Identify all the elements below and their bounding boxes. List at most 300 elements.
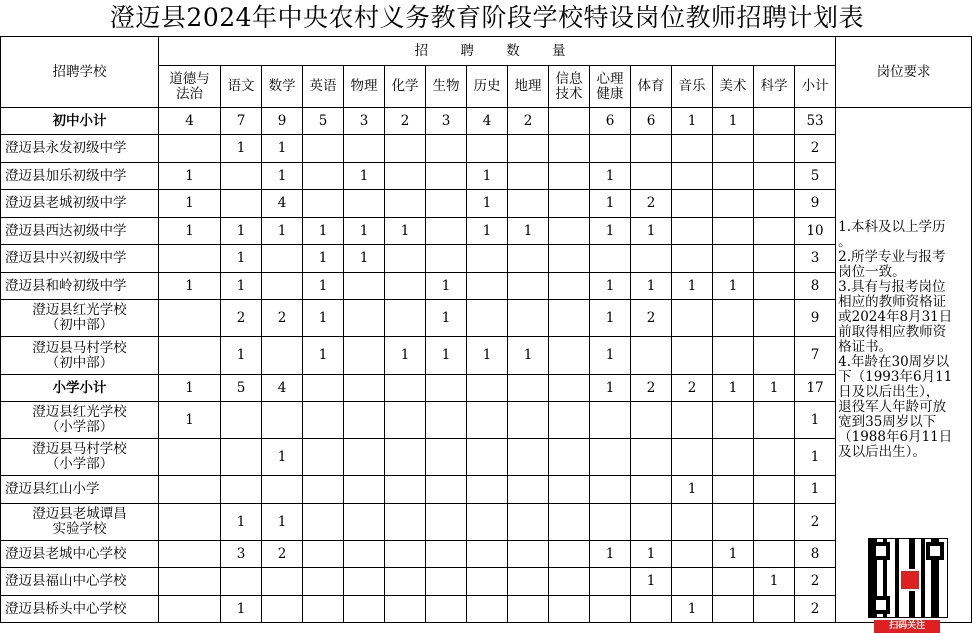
header-subject: 道德与 法治 — [159, 66, 221, 108]
table-row — [1, 568, 972, 596]
count-cell: 2 — [672, 375, 713, 402]
count-cell: 2 — [631, 300, 672, 337]
count-cell — [262, 568, 303, 596]
count-cell: 1 — [672, 596, 713, 623]
count-cell: 1 — [262, 504, 303, 541]
count-cell: 1 — [159, 218, 221, 245]
count-cell: 1 — [159, 402, 221, 439]
requirement-line: 2.所学专业与报考 — [838, 249, 946, 265]
count-cell: 1 — [590, 218, 631, 245]
header-subject: 生物 — [426, 66, 467, 108]
requirement-line: 相应的教师资格证 — [838, 294, 947, 310]
school-name: 初中小计 — [1, 108, 159, 135]
requirement-line: 格证书。 — [838, 339, 893, 355]
count-cell — [631, 163, 672, 190]
count-cell — [426, 541, 467, 568]
count-cell: 1 — [221, 135, 262, 163]
count-cell — [159, 245, 221, 273]
requirement-line: 下（1993年6月11 — [838, 369, 953, 385]
count-cell — [672, 163, 713, 190]
table-row — [1, 163, 972, 190]
count-cell: 4 — [467, 108, 508, 135]
count-cell — [672, 245, 713, 273]
count-cell: 1 — [159, 190, 221, 218]
count-cell: 1 — [508, 337, 549, 375]
count-cell: 10 — [795, 218, 836, 245]
count-cell — [549, 190, 590, 218]
count-cell: 3 — [795, 245, 836, 273]
count-cell — [385, 300, 426, 337]
count-cell: 1 — [590, 541, 631, 568]
requirement-line: 1.本科及以上学历 — [838, 219, 946, 235]
count-cell: 1 — [631, 541, 672, 568]
count-cell — [303, 135, 344, 163]
count-cell — [262, 273, 303, 300]
count-cell — [159, 541, 221, 568]
recruitment-plan-table — [0, 36, 972, 631]
school-name: 澄迈县红光学校 （小学部） — [1, 402, 159, 439]
school-name: 澄迈县桥头中心学校 — [1, 596, 159, 623]
count-cell: 1 — [467, 163, 508, 190]
count-cell: 1 — [795, 402, 836, 439]
count-cell — [344, 504, 385, 541]
count-cell — [508, 596, 549, 623]
count-cell — [631, 439, 672, 476]
count-cell — [549, 476, 590, 504]
count-cell: 2 — [795, 504, 836, 541]
count-cell — [467, 402, 508, 439]
count-cell — [426, 245, 467, 273]
count-cell: 4 — [262, 375, 303, 402]
count-cell — [754, 163, 795, 190]
school-name: 澄迈县红山小学 — [1, 476, 159, 504]
count-cell — [713, 218, 754, 245]
count-cell: 1 — [344, 218, 385, 245]
count-cell — [549, 245, 590, 273]
requirement-line: 宽到35周岁以下 — [838, 414, 937, 430]
count-cell — [754, 218, 795, 245]
count-cell: 9 — [795, 300, 836, 337]
count-cell — [631, 476, 672, 504]
count-cell: 1 — [262, 163, 303, 190]
requirement-line: 岗位一致。 — [838, 264, 906, 280]
count-cell — [385, 504, 426, 541]
count-cell: 2 — [631, 190, 672, 218]
count-cell: 1 — [590, 337, 631, 375]
count-cell — [303, 504, 344, 541]
table-row — [1, 300, 972, 337]
count-cell — [672, 439, 713, 476]
count-cell — [344, 135, 385, 163]
count-cell — [754, 135, 795, 163]
count-cell — [713, 337, 754, 375]
count-cell: 53 — [795, 108, 836, 135]
count-cell — [754, 596, 795, 623]
count-cell — [754, 300, 795, 337]
school-name: 澄迈县马村学校 （小学部） — [1, 439, 159, 476]
count-cell — [508, 190, 549, 218]
count-cell — [549, 504, 590, 541]
count-cell — [549, 596, 590, 623]
count-cell — [159, 504, 221, 541]
count-cell: 9 — [262, 108, 303, 135]
count-cell — [426, 402, 467, 439]
count-cell — [159, 300, 221, 337]
requirements-cell — [836, 108, 972, 631]
count-cell — [672, 190, 713, 218]
count-cell — [426, 218, 467, 245]
count-cell — [631, 337, 672, 375]
count-cell — [385, 568, 426, 596]
count-cell — [344, 375, 385, 402]
count-cell — [221, 476, 262, 504]
count-cell — [262, 245, 303, 273]
count-cell — [672, 135, 713, 163]
count-cell: 1 — [385, 337, 426, 375]
count-cell — [344, 337, 385, 375]
count-cell — [467, 504, 508, 541]
requirement-line: 日及以后出生）， — [838, 384, 940, 400]
requirement-line: 4.年龄在30周岁以 — [838, 354, 950, 370]
count-cell — [467, 596, 508, 623]
table-row — [1, 273, 972, 300]
count-cell: 1 — [713, 108, 754, 135]
count-cell — [303, 476, 344, 504]
count-cell — [426, 135, 467, 163]
count-cell — [631, 135, 672, 163]
count-cell: 8 — [795, 273, 836, 300]
count-cell — [385, 190, 426, 218]
header-requirements: 岗位要求 — [836, 37, 972, 108]
count-cell: 1 — [303, 218, 344, 245]
count-cell — [631, 596, 672, 623]
table-row — [1, 245, 972, 273]
count-cell — [713, 504, 754, 541]
count-cell — [467, 375, 508, 402]
count-cell — [631, 504, 672, 541]
count-cell — [467, 245, 508, 273]
header-subject: 数学 — [262, 66, 303, 108]
table-row — [1, 402, 972, 439]
count-cell: 1 — [262, 135, 303, 163]
count-cell — [713, 300, 754, 337]
count-cell — [426, 476, 467, 504]
school-name: 澄迈县老城初级中学 — [1, 190, 159, 218]
count-cell — [426, 439, 467, 476]
count-cell: 1 — [713, 273, 754, 300]
requirement-line: 退役军人年龄可放 — [838, 399, 947, 415]
count-cell — [590, 245, 631, 273]
count-cell — [754, 504, 795, 541]
count-cell — [221, 402, 262, 439]
count-cell — [426, 163, 467, 190]
table-row — [1, 541, 972, 568]
count-cell — [754, 541, 795, 568]
count-cell — [508, 504, 549, 541]
count-cell — [754, 245, 795, 273]
count-cell: 1 — [631, 273, 672, 300]
count-cell — [385, 273, 426, 300]
count-cell: 1 — [221, 273, 262, 300]
count-cell: 2 — [262, 541, 303, 568]
table-row — [1, 504, 972, 541]
count-cell: 1 — [590, 375, 631, 402]
school-name: 澄迈县西达初级中学 — [1, 218, 159, 245]
count-cell — [385, 402, 426, 439]
count-cell — [713, 439, 754, 476]
count-cell: 1 — [221, 504, 262, 541]
count-cell: 1 — [262, 218, 303, 245]
count-cell — [713, 568, 754, 596]
count-cell — [590, 568, 631, 596]
count-cell: 1 — [467, 337, 508, 375]
table-row — [1, 476, 972, 504]
count-cell — [508, 163, 549, 190]
count-cell — [303, 439, 344, 476]
header-subject: 音乐 — [672, 66, 713, 108]
requirement-line: 前取得相应教师资 — [838, 324, 947, 340]
count-cell: 1 — [467, 218, 508, 245]
count-cell — [713, 135, 754, 163]
count-cell — [508, 135, 549, 163]
count-cell: 3 — [221, 541, 262, 568]
count-cell — [262, 476, 303, 504]
count-cell — [159, 439, 221, 476]
school-name: 澄迈县福山中心学校 — [1, 568, 159, 596]
count-cell — [590, 504, 631, 541]
count-cell — [159, 135, 221, 163]
count-cell — [344, 596, 385, 623]
count-cell — [590, 402, 631, 439]
count-cell — [590, 596, 631, 623]
count-cell — [713, 476, 754, 504]
table-row — [1, 190, 972, 218]
count-cell — [549, 108, 590, 135]
count-cell — [508, 568, 549, 596]
school-name: 澄迈县老城中心学校 — [1, 541, 159, 568]
count-cell: 1 — [590, 190, 631, 218]
count-cell — [549, 163, 590, 190]
count-cell — [344, 476, 385, 504]
count-cell — [159, 337, 221, 375]
count-cell — [303, 190, 344, 218]
count-cell: 2 — [508, 108, 549, 135]
count-cell — [549, 300, 590, 337]
count-cell: 1 — [590, 300, 631, 337]
school-name: 澄迈县老城谭昌 实验学校 — [1, 504, 159, 541]
count-cell — [426, 375, 467, 402]
count-cell: 1 — [159, 163, 221, 190]
count-cell — [754, 476, 795, 504]
count-cell: 6 — [590, 108, 631, 135]
count-cell — [672, 541, 713, 568]
count-cell — [467, 439, 508, 476]
count-cell: 1 — [713, 375, 754, 402]
count-cell: 9 — [795, 190, 836, 218]
school-name: 澄迈县红光学校 （初中部） — [1, 300, 159, 337]
count-cell — [303, 541, 344, 568]
count-cell: 5 — [303, 108, 344, 135]
count-cell: 1 — [631, 218, 672, 245]
count-cell: 1 — [344, 245, 385, 273]
count-cell: 5 — [221, 375, 262, 402]
school-name: 澄迈县永发初级中学 — [1, 135, 159, 163]
count-cell — [426, 504, 467, 541]
count-cell — [262, 337, 303, 375]
count-cell — [303, 375, 344, 402]
count-cell — [344, 439, 385, 476]
count-cell — [221, 568, 262, 596]
count-cell — [467, 476, 508, 504]
count-cell — [467, 135, 508, 163]
count-cell: 1 — [590, 273, 631, 300]
count-cell: 1 — [713, 541, 754, 568]
count-cell: 1 — [159, 273, 221, 300]
count-cell: 2 — [795, 596, 836, 623]
count-cell — [385, 375, 426, 402]
count-cell: 1 — [344, 163, 385, 190]
count-cell: 1 — [467, 190, 508, 218]
count-cell — [467, 541, 508, 568]
count-cell: 1 — [385, 218, 426, 245]
requirement-line: 3.具有与报考岗位 — [838, 279, 946, 295]
header-subject: 小计 — [795, 66, 836, 108]
count-cell — [713, 402, 754, 439]
header-subject: 物理 — [344, 66, 385, 108]
count-cell — [385, 541, 426, 568]
count-cell — [303, 568, 344, 596]
count-cell — [590, 439, 631, 476]
count-cell — [549, 135, 590, 163]
count-cell: 1 — [672, 273, 713, 300]
count-cell — [590, 476, 631, 504]
count-cell: 8 — [795, 541, 836, 568]
count-cell — [385, 245, 426, 273]
page-title: 澄迈县2024年中央农村义务教育阶段学校特设岗位教师招聘计划表 — [109, 3, 865, 32]
count-cell — [344, 300, 385, 337]
subtotal-row — [1, 375, 972, 402]
count-cell — [385, 163, 426, 190]
count-cell: 6 — [631, 108, 672, 135]
count-cell: 4 — [159, 108, 221, 135]
count-cell — [549, 273, 590, 300]
requirement-line: 或2024年8月31日 — [838, 309, 953, 325]
count-cell — [549, 218, 590, 245]
count-cell: 1 — [303, 273, 344, 300]
count-cell — [262, 596, 303, 623]
count-cell — [549, 568, 590, 596]
count-cell — [672, 402, 713, 439]
header-subject: 历史 — [467, 66, 508, 108]
count-cell — [672, 337, 713, 375]
count-cell: 2 — [795, 568, 836, 596]
count-cell — [549, 375, 590, 402]
count-cell: 1 — [672, 108, 713, 135]
count-cell — [549, 402, 590, 439]
school-name: 澄迈县中兴初级中学 — [1, 245, 159, 273]
requirement-line: 。 — [838, 234, 852, 250]
count-cell — [631, 402, 672, 439]
count-cell — [159, 476, 221, 504]
count-cell — [508, 541, 549, 568]
qr-caption: 扫码关注 — [874, 620, 940, 633]
count-cell — [426, 568, 467, 596]
count-cell: 1 — [221, 596, 262, 623]
school-name: 澄迈县马村学校 （初中部） — [1, 337, 159, 375]
requirement-line: （1988年6月11日 — [838, 429, 953, 445]
school-name: 小学小计 — [1, 375, 159, 402]
count-cell: 4 — [262, 190, 303, 218]
count-cell: 1 — [221, 337, 262, 375]
count-cell — [508, 375, 549, 402]
header-school: 招聘学校 — [1, 37, 159, 108]
count-cell — [426, 190, 467, 218]
count-cell: 1 — [262, 439, 303, 476]
count-cell — [754, 273, 795, 300]
count-cell — [713, 190, 754, 218]
count-cell — [549, 541, 590, 568]
count-cell — [508, 273, 549, 300]
header-subject: 信息 技术 — [549, 66, 590, 108]
count-cell: 3 — [344, 108, 385, 135]
table-row — [1, 439, 972, 476]
count-cell — [672, 568, 713, 596]
count-cell: 1 — [590, 163, 631, 190]
count-cell — [344, 568, 385, 596]
count-cell — [590, 135, 631, 163]
count-cell: 2 — [385, 108, 426, 135]
count-cell: 1 — [303, 337, 344, 375]
count-cell — [385, 476, 426, 504]
count-cell — [631, 245, 672, 273]
count-cell — [385, 135, 426, 163]
count-cell — [754, 108, 795, 135]
count-cell — [508, 476, 549, 504]
count-cell: 1 — [221, 218, 262, 245]
header-subject: 心理 健康 — [590, 66, 631, 108]
count-cell — [672, 504, 713, 541]
count-cell — [549, 337, 590, 375]
count-cell — [467, 300, 508, 337]
count-cell — [467, 273, 508, 300]
count-cell — [672, 218, 713, 245]
count-cell: 1 — [303, 300, 344, 337]
count-cell — [508, 439, 549, 476]
table-row — [1, 596, 972, 623]
count-cell — [713, 163, 754, 190]
school-name: 澄迈县加乐初级中学 — [1, 163, 159, 190]
count-cell — [159, 596, 221, 623]
count-cell: 17 — [795, 375, 836, 402]
count-cell — [754, 337, 795, 375]
count-cell — [303, 163, 344, 190]
table-row — [1, 135, 972, 163]
count-cell — [508, 300, 549, 337]
count-cell — [549, 439, 590, 476]
header-subject: 地理 — [508, 66, 549, 108]
count-cell — [508, 402, 549, 439]
count-cell: 2 — [221, 300, 262, 337]
count-cell — [344, 273, 385, 300]
count-cell: 1 — [221, 245, 262, 273]
count-cell — [221, 190, 262, 218]
count-cell: 5 — [795, 163, 836, 190]
count-cell: 7 — [795, 337, 836, 375]
count-cell — [508, 245, 549, 273]
header-subject: 化学 — [385, 66, 426, 108]
count-cell: 1 — [754, 375, 795, 402]
count-cell: 1 — [426, 337, 467, 375]
